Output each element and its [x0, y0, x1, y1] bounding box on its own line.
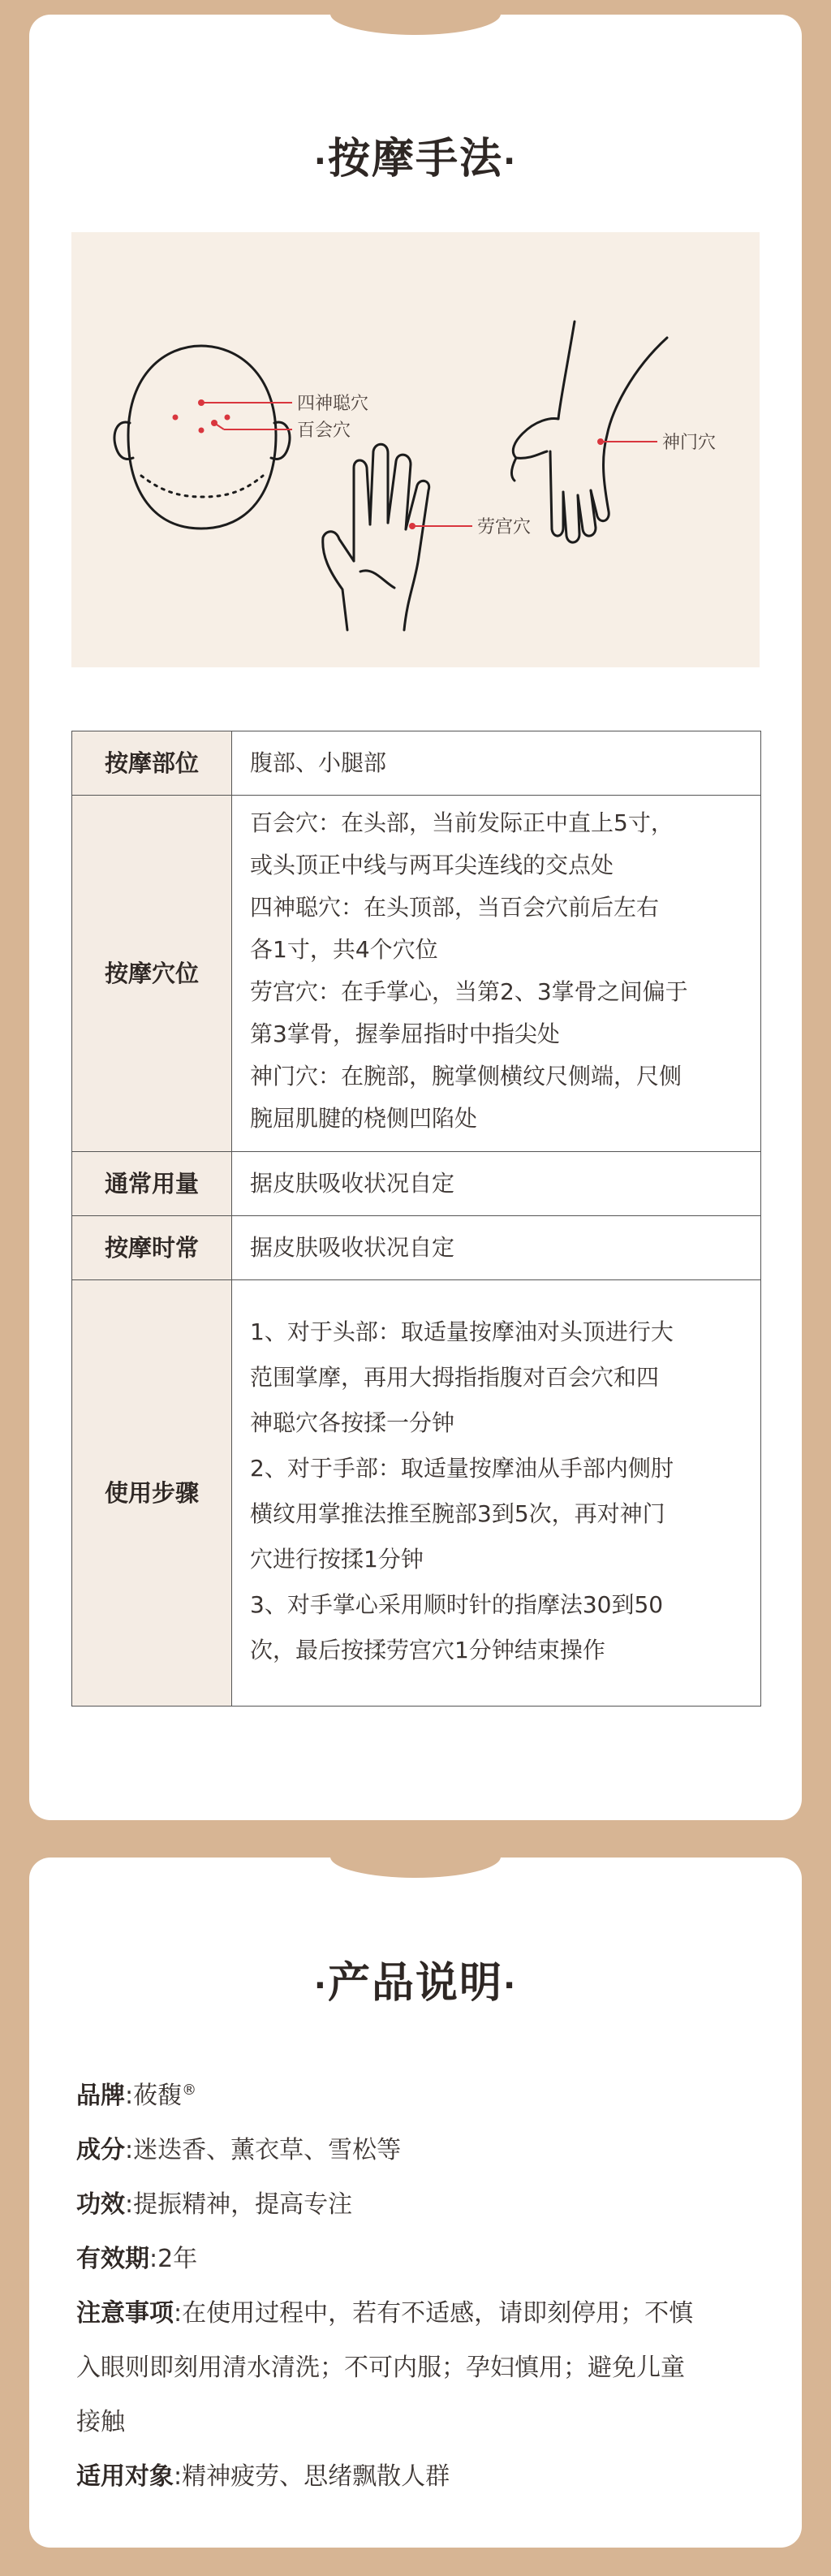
label-sishencong: 四神聪穴: [297, 394, 369, 414]
info-item-precautions: 注意事项:在使用过程中，若有不适感，请即刻停用；不慎 入眼则即刻用清水清洗；不可内服；孕妇慎用；避免儿童 接触: [76, 2299, 694, 2436]
row-key: 按摩穴位: [72, 796, 232, 1152]
card-notch: [330, 14, 501, 35]
acupoint-illustration: [71, 232, 760, 667]
label-shenmen: 神门穴: [662, 433, 717, 453]
massage-spec-table: [71, 731, 761, 1707]
row-value: 1、对于头部：取适量按摩油对头顶进行大 范围掌摩，再用大拇指指腹对百会穴和四 神聪穴各按揉一分钟 2、对于手部：取适量按摩油从手部内侧肘 横纹用掌推法推至腕部3到5次，再对神门 穴进行按揉1分钟 3、对手掌心采用顺时针的指摩法30到50 次，最后按揉劳宫穴1分钟结束操作: [232, 1280, 761, 1707]
info-item-ingredients: 成分:迷迭香、薰衣草、雪松等: [76, 2136, 402, 2164]
section-title: ·产品说明·: [313, 1959, 518, 2008]
row-key: 通常用量: [72, 1152, 232, 1216]
row-value: 百会穴：在头部，当前发际正中直上5寸， 或头顶正中线与两耳尖连线的交点处 四神聪穴：在头顶部，当百会穴前后左右 各1寸，共4个穴位 劳宫穴：在手掌心，当第2、3掌骨之间偏于 第3掌骨，握拳屈指时中指尖处 神门穴：在腕部，腕掌侧横纹尺侧端，尺侧 腕屈肌腱的桡侧凹陷处: [232, 796, 761, 1152]
info-item-effect: 功效:提振精神，提高专注: [76, 2190, 353, 2219]
table-row: [72, 1216, 761, 1280]
info-item-brand: 品牌:莜馥®: [76, 2082, 197, 2110]
product-info-card: [29, 1858, 802, 2548]
row-value: 据皮肤吸收状况自定: [232, 1216, 761, 1280]
label-baihui: 百会穴: [297, 421, 351, 441]
acupoint-drawing: [71, 232, 760, 667]
product-info-list: [76, 2069, 758, 2504]
row-key: 按摩时常: [72, 1216, 232, 1280]
table-row: [72, 731, 761, 796]
section-title-text: 产品说明: [327, 1959, 503, 2008]
table-row: [72, 1152, 761, 1216]
massage-method-card: [29, 15, 802, 1820]
row-key: 按摩部位: [72, 731, 232, 796]
row-value: 腹部、小腿部: [232, 731, 761, 796]
table-row: [72, 796, 761, 1152]
info-item-target-users: 适用对象:精神疲劳、思绪飘散人群: [76, 2462, 450, 2491]
section-title: ·按摩手法·: [313, 135, 518, 183]
table-row: [72, 1280, 761, 1707]
row-value: 据皮肤吸收状况自定: [232, 1152, 761, 1216]
row-key: 使用步骤: [72, 1280, 232, 1707]
info-item-shelf-life: 有效期:2年: [76, 2245, 198, 2273]
card-notch: [330, 1857, 501, 1878]
label-laogong: 劳宫穴: [477, 517, 532, 537]
section-title-text: 按摩手法: [327, 135, 503, 183]
